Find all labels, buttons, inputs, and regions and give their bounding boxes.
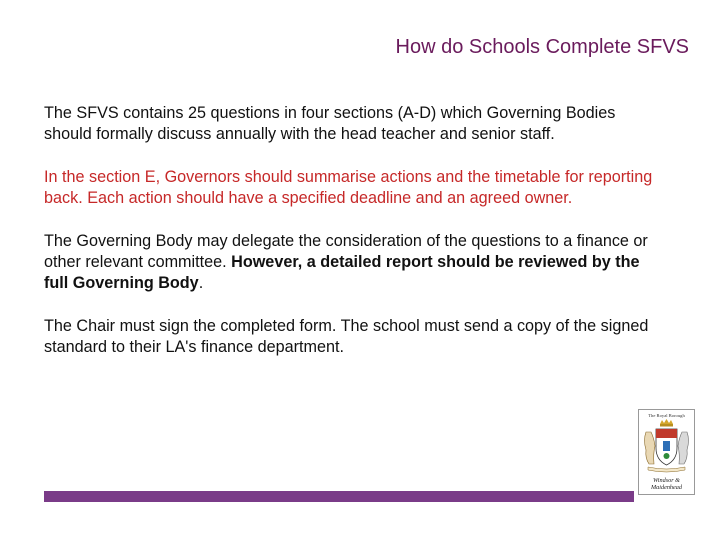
delegation-emphasis: However, a detailed report should be reviewed by the full Governing Body [44, 253, 640, 292]
borough-logo [638, 409, 695, 495]
delegation-text: The Governing Body may delegate the consideration of the questions to a finance or other relevant committee. [44, 232, 648, 271]
logo-text-windsor: Windsor & [653, 477, 680, 484]
delegation-end: . [198, 274, 204, 292]
paragraph-sections: The SFVS contains 25 questions in four sections (A-D) which Governing Bodies should formally discuss annually with the head teacher and senior staff. [44, 104, 616, 143]
content-body [44, 103, 664, 380]
footer-bar [44, 491, 634, 502]
logo-text-maidenhead: Maidenhead [651, 484, 682, 491]
paragraph-delegation [44, 231, 664, 294]
logo-top-text: The Royal Borough [648, 413, 685, 418]
coat-of-arms-icon [639, 410, 694, 494]
page-title: How do Schools Complete SFVS [395, 36, 689, 58]
paragraph-section-e: In the section E, Governors should summarise actions and the timetable for reporting back. Each action should have a specified deadline and an agreed owner. [44, 168, 653, 207]
paragraph-signature: The Chair must sign the completed form. The school must send a copy of the signed standard to their LA's finance department. [44, 317, 649, 356]
